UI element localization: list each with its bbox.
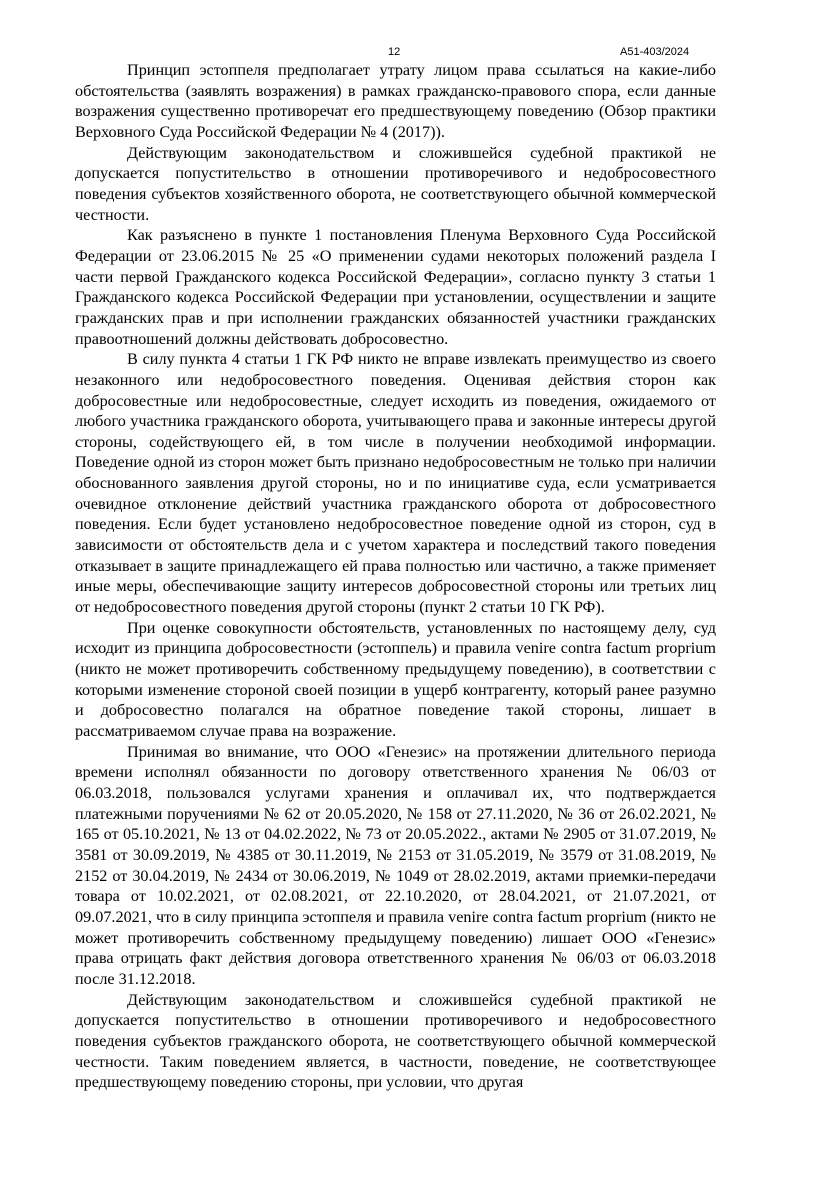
paragraph-plenum-clarification: Как разъяснено в пункте 1 постановления Пленума Верховного Суда Российской Федерации от 23.06.2015 № 25 «О применении судами некоторых положений раздела I части первой Гражданского кодекса Российской Федерации», согласно пункту 3 статьи 1 Гражданского кодекса Российской Федерации при установлении, осуществлении и защите гражданских прав и при исполнении гражданских обязанностей участники гражданских правоотношений должны действовать добросовестно.: [75, 226, 716, 348]
paragraph-commercial-honesty: Действующим законодательством и сложившейся судебной практикой не допускается попустительство в отношении противоречивого и недобросовестного поведения субъектов гражданского оборота, не соответствующего обычной коммерческой честности. Таким поведением является, в частности, поведение, не соответствующее предшествующему поведению стороны, при условии, что другая: [75, 990, 716, 1092]
document-body: [75, 60, 716, 1093]
case-number: А51-403/2024: [620, 46, 690, 58]
paragraph-good-faith: В силу пункта 4 статьи 1 ГК РФ никто не вправе извлекать преимущество из своего незаконного или недобросовестного поведения. Оценивая действия сторон как добросовестные или недобросовестные, следует исходить из поведения, ожидаемого от любого участника гражданского оборота, учитывающего права и законные интересы другой стороны, содействующего ей, в том числе в получении необходимой информации. Поведение одной из сторон может быть признано недобросовестным не только при наличии обоснованного заявления другой стороны, но и по инициативе суда, если усматривается очевидное отклонение действий участника гражданского оборота от добросовестного поведения. Если будет установлено недобросовестное поведение одной из сторон, суд в зависимости от обстоятельств дела и с учетом характера и последствий такого поведения отказывает в защите принадлежащего ей права полностью или частично, а также применяет иные меры, обеспечивающие защиту интересов добросовестной стороны или третьих лиц от недобросовестного поведения другой стороны (пункт 2 статьи 10 ГК РФ).: [75, 350, 716, 617]
paragraph-venire-contra-factum: При оценке совокупности обстоятельств, установленных по настоящему делу, суд исходит из принципа добросовестности (эстоппель) и правила venire contra factum proprium (никто не может противоречить собственному предыдущему поведению), в соответствии с которыми изменение стороной своей позиции в ущерб контрагенту, который ранее разумно и добросовестно полагался на обратное поведение такой стороны, лишает в рассматриваемом случае права на возражение.: [75, 618, 716, 740]
paragraph-inconsistent-behavior: Действующим законодательством и сложившейся судебной практикой не допускается попустительство в отношении противоречивого и недобросовестного поведения субъектов хозяйственного оборота, не соответствующего обычной коммерческой честности.: [75, 143, 716, 224]
page-number: 12: [388, 46, 401, 58]
paragraph-genesis-storage: Принимая во внимание, что ООО «Генезис» на протяжении длительного периода времени исполнял обязанности по договору ответственного хранения № 06/03 от 06.03.2018, пользовался услугами хранения и оплачивал их, что подтверждается платежными поручениями № 62 от 20.05.2020, № 158 от 27.11.2020, № 36 от 26.02.2021, № 165 от 05.10.2021, № 13 от 04.02.2022, № 73 от 20.05.2022., актами № 2905 от 31.07.2019, № 3581 от 30.09.2019, № 4385 от 30.11.2019, № 2153 от 31.05.2019, № 3579 от 31.08.2019, № 2152 от 30.04.2019, № 2434 от 30.06.2019, № 1049 от 28.02.2019, актами приемки-передачи товара от 10.02.2021, от 02.08.2021, от 22.10.2020, от 28.04.2021, от 21.07.2021, от 09.07.2021, что в силу принципа эстоппеля и правила venire contra factum proprium (никто не может противоречить собственному предыдущему поведению) лишает ООО «Генезис» права отрицать факт действия договора ответственного хранения № 06/03 от 06.03.2018 после 31.12.2018.: [75, 742, 716, 988]
paragraph-estoppel-principle: Принцип эстоппеля предполагает утрату лицом права ссылаться на какие-либо обстоятельства (заявлять возражения) в рамках гражданско-правового спора, если данные возражения существенно противоречат его предшествующему поведению (Обзор практики Верховного Суда Российской Федерации № 4 (2017)).: [75, 61, 716, 141]
